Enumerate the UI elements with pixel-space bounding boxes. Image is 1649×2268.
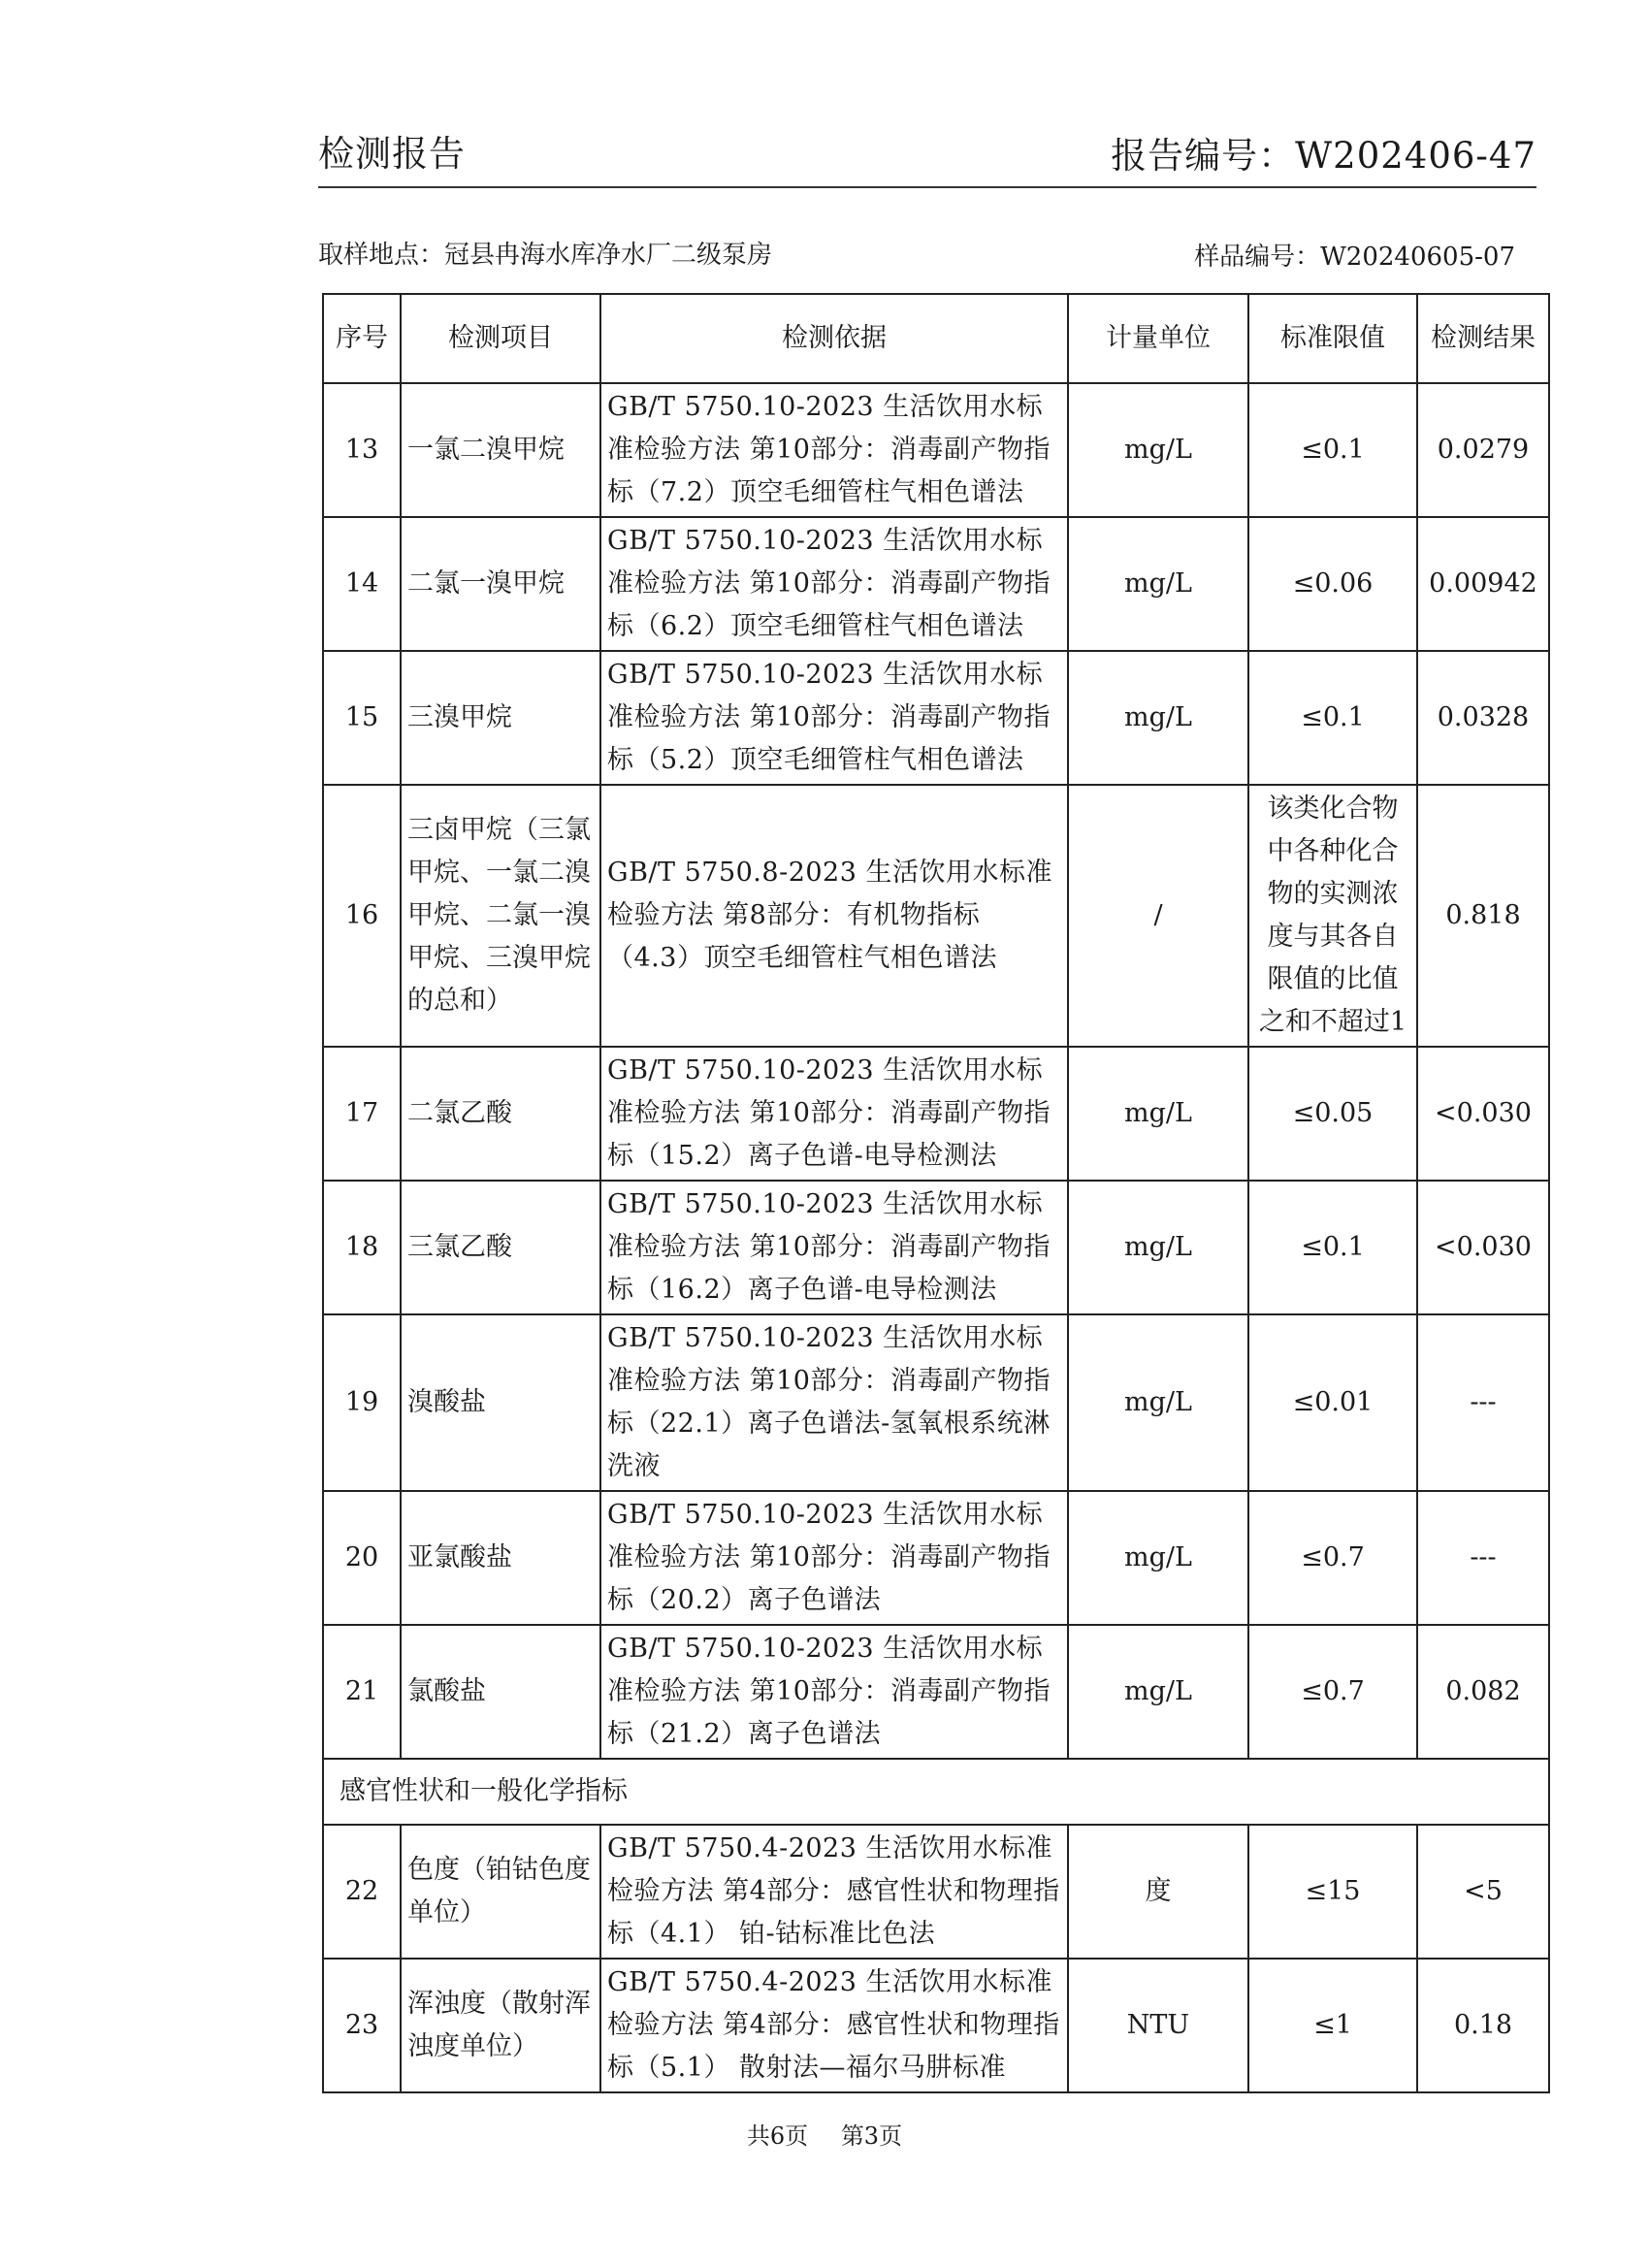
row-number: 15 xyxy=(323,651,401,785)
standard-limit: ≤0.06 xyxy=(1248,517,1417,651)
row-number: 21 xyxy=(323,1625,401,1759)
table-row xyxy=(323,1825,1549,1959)
row-number: 18 xyxy=(323,1181,401,1314)
standard-limit: ≤15 xyxy=(1248,1825,1417,1959)
standard-limit: 该类化合物中各种化合物的实测浓度与其各自限值的比值之和不超过1 xyxy=(1248,785,1417,1047)
test-item: 亚氯酸盐 xyxy=(401,1491,600,1625)
row-number: 19 xyxy=(323,1314,401,1491)
test-result: 0.818 xyxy=(1417,785,1549,1047)
test-result: <0.030 xyxy=(1417,1181,1549,1314)
test-result: <5 xyxy=(1417,1825,1549,1959)
table-row xyxy=(323,785,1549,1047)
test-method: GB/T 5750.10-2023 生活饮用水标准检验方法 第10部分：消毒副产物指标（15.2）离子色谱-电导检测法 xyxy=(600,1047,1068,1181)
column-header-method: 检测依据 xyxy=(600,294,1068,383)
test-result: 0.0328 xyxy=(1417,651,1549,785)
test-item: 二氯一溴甲烷 xyxy=(401,517,600,651)
test-item: 一氯二溴甲烷 xyxy=(401,383,600,517)
unit: mg/L xyxy=(1068,1491,1248,1625)
row-number: 16 xyxy=(323,785,401,1047)
report-title: 检测报告 xyxy=(318,133,466,175)
test-method: GB/T 5750.10-2023 生活饮用水标准检验方法 第10部分：消毒副产物指标（21.2）离子色谱法 xyxy=(600,1625,1068,1759)
table-row xyxy=(323,651,1549,785)
column-header-result: 检测结果 xyxy=(1417,294,1549,383)
total-pages: 共6页 xyxy=(746,2122,809,2150)
test-item: 溴酸盐 xyxy=(401,1314,600,1491)
standard-limit: ≤0.1 xyxy=(1248,651,1417,785)
standard-limit: ≤0.05 xyxy=(1248,1047,1417,1181)
table-row xyxy=(323,1181,1549,1314)
column-header-item: 检测项目 xyxy=(401,294,600,383)
unit: mg/L xyxy=(1068,1314,1248,1491)
test-method: GB/T 5750.4-2023 生活饮用水标准检验方法 第4部分：感官性状和物理指标（5.1） 散射法—福尔马肼标准 xyxy=(600,1959,1068,2092)
sample-location: 取样地点：冠县冉海水库净水厂二级泵房 xyxy=(318,241,773,270)
test-result: 0.18 xyxy=(1417,1959,1549,2092)
test-item: 二氯乙酸 xyxy=(401,1047,600,1181)
table-row xyxy=(323,1625,1549,1759)
test-result: 0.0279 xyxy=(1417,383,1549,517)
test-item: 三卤甲烷（三氯甲烷、一氯二溴甲烷、二氯一溴甲烷、三溴甲烷的总和） xyxy=(401,785,600,1047)
test-method: GB/T 5750.10-2023 生活饮用水标准检验方法 第10部分：消毒副产物指标（6.2）顶空毛细管柱气相色谱法 xyxy=(600,517,1068,651)
table-row xyxy=(323,1959,1549,2092)
test-item: 三氯乙酸 xyxy=(401,1181,600,1314)
unit: 度 xyxy=(1068,1825,1248,1959)
test-method: GB/T 5750.10-2023 生活饮用水标准检验方法 第10部分：消毒副产物指标（20.2）离子色谱法 xyxy=(600,1491,1068,1625)
unit: / xyxy=(1068,785,1248,1047)
unit: mg/L xyxy=(1068,651,1248,785)
standard-limit: ≤0.7 xyxy=(1248,1491,1417,1625)
test-result: --- xyxy=(1417,1314,1549,1491)
table-row xyxy=(323,1047,1549,1181)
row-number: 14 xyxy=(323,517,401,651)
column-header-limit: 标准限值 xyxy=(1248,294,1417,383)
results-table xyxy=(322,293,1550,2093)
unit: NTU xyxy=(1068,1959,1248,2092)
row-number: 20 xyxy=(323,1491,401,1625)
row-number: 22 xyxy=(323,1825,401,1959)
test-method: GB/T 5750.8-2023 生活饮用水标准检验方法 第8部分：有机物指标（4.3）顶空毛细管柱气相色谱法 xyxy=(600,785,1068,1047)
table-row xyxy=(323,383,1549,517)
row-number: 23 xyxy=(323,1959,401,2092)
test-item: 浑浊度（散射浑浊度单位） xyxy=(401,1959,600,2092)
unit: mg/L xyxy=(1068,517,1248,651)
table-row xyxy=(323,1491,1549,1625)
section-row xyxy=(323,1759,1549,1825)
header-divider xyxy=(318,186,1536,188)
unit: mg/L xyxy=(1068,1181,1248,1314)
column-header-no: 序号 xyxy=(323,294,401,383)
row-number: 13 xyxy=(323,383,401,517)
section-heading: 感官性状和一般化学指标 xyxy=(323,1759,1549,1825)
test-result: 0.082 xyxy=(1417,1625,1549,1759)
test-method: GB/T 5750.10-2023 生活饮用水标准检验方法 第10部分：消毒副产物指标（22.1）离子色谱法-氢氧根系统淋洗液 xyxy=(600,1314,1068,1491)
sample-number: 样品编号：W20240605-07 xyxy=(1194,243,1515,272)
table-row xyxy=(323,1314,1549,1491)
standard-limit: ≤1 xyxy=(1248,1959,1417,2092)
standard-limit: ≤0.01 xyxy=(1248,1314,1417,1491)
test-method: GB/T 5750.10-2023 生活饮用水标准检验方法 第10部分：消毒副产物指标（16.2）离子色谱-电导检测法 xyxy=(600,1181,1068,1314)
table-row xyxy=(323,517,1549,651)
test-method: GB/T 5750.4-2023 生活饮用水标准检验方法 第4部分：感官性状和物理指标（4.1） 铂-钴标准比色法 xyxy=(600,1825,1068,1959)
standard-limit: ≤0.1 xyxy=(1248,383,1417,517)
test-method: GB/T 5750.10-2023 生活饮用水标准检验方法 第10部分：消毒副产物指标（7.2）顶空毛细管柱气相色谱法 xyxy=(600,383,1068,517)
test-result: 0.00942 xyxy=(1417,517,1549,651)
test-result: <0.030 xyxy=(1417,1047,1549,1181)
row-number: 17 xyxy=(323,1047,401,1181)
test-item: 氯酸盐 xyxy=(401,1625,600,1759)
unit: mg/L xyxy=(1068,1625,1248,1759)
page-footer xyxy=(0,2117,1649,2151)
test-item: 色度（铂钴色度单位） xyxy=(401,1825,600,1959)
standard-limit: ≤0.1 xyxy=(1248,1181,1417,1314)
table-header-row xyxy=(323,294,1549,383)
unit: mg/L xyxy=(1068,1047,1248,1181)
column-header-unit: 计量单位 xyxy=(1068,294,1248,383)
current-page: 第3页 xyxy=(840,2122,903,2150)
test-item: 三溴甲烷 xyxy=(401,651,600,785)
test-result: --- xyxy=(1417,1491,1549,1625)
standard-limit: ≤0.7 xyxy=(1248,1625,1417,1759)
report-number: 报告编号：W202406-47 xyxy=(1111,135,1536,177)
unit: mg/L xyxy=(1068,383,1248,517)
test-method: GB/T 5750.10-2023 生活饮用水标准检验方法 第10部分：消毒副产物指标（5.2）顶空毛细管柱气相色谱法 xyxy=(600,651,1068,785)
